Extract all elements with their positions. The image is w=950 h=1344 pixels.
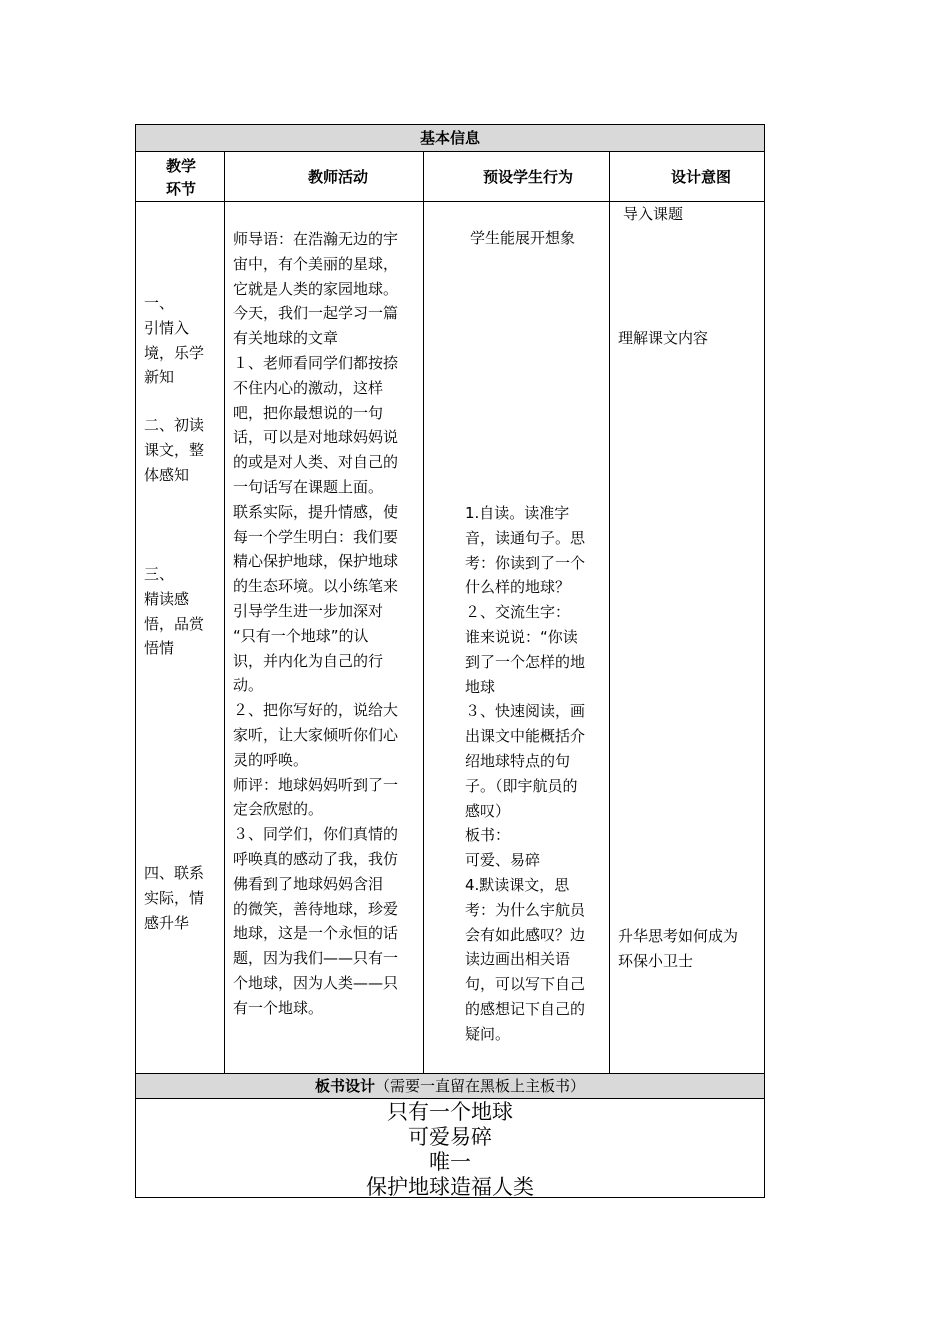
header-teacher-activity: 教师活动	[308, 168, 369, 186]
student-behavior-text: 1.自读。读准字 音，读通句子。思 考：你读到了一个 什么样的地球？ ２、交流生字： 谁来说说：“你读 到了一个怎样的地 地球 ３、快速阅读，画 出课文中能概括介 绍地球特点的句 子。（即宇航员的 感叹） 板书： 可爱、易碎 4.默读课文，思 考：为什么宇航员 会有如此感叹？边 读边画出相关语 句，可以写下自己 的感想记下自己的 疑问。	[465, 504, 586, 1043]
stage-3: 三、 精读感 悟，品赏 悟情	[144, 565, 205, 658]
board-design-band	[136, 1074, 764, 1098]
lesson-plan-table	[135, 124, 765, 1198]
column-divider	[423, 151, 424, 1073]
board-design-title: 板书设计	[314, 1077, 375, 1095]
student-intro-text: 学生能展开想象	[470, 229, 576, 247]
header-student-behavior: 预设学生行为	[483, 168, 574, 186]
column-divider	[224, 151, 225, 1073]
stage-2: 二、初读 课文，整 体感知	[144, 416, 205, 484]
board-content: 只有一个地球 可爱易碎 唯一 保护地球造福人类	[366, 1100, 534, 1199]
column-divider	[609, 151, 610, 1073]
table-title-band	[136, 125, 764, 151]
stage-1: 一、 引情入 境，乐学 新知	[144, 294, 205, 387]
intent-2: 理解课文内容	[618, 329, 709, 347]
teacher-activity-text: 师导语：在浩瀚无边的宇 宙中，有个美丽的星球， 它就是人类的家园地球。 今天，我们一起学习一篇 有关地球的文章 １、老师看同学们都按捺 不住内心的激动，这样 吧，把你最想说的一句 话，可以是对地球妈妈说 的或是对人类、对自己的 一句话写在课题上面。 联系实际，提升情感，使 每一个学生明白：我们要 精心保护地球，保护地球 的生态环境。以小练笔来 引导学生进一步加深对 “只有一个地球”的认 识，并内化为自己的行 动。 ２、把你写好的，说给大 家听，让大家倾听你们心 灵的呼唤。 师评：地球妈妈听到了一 定会欣慰的。 ３、同学们，你们真情的 呼唤真的感动了我，我仿 佛看到了地球妈妈含泪 的微笑，善待地球，珍爱 地球，这是一个永恒的话 题，因为我们——只有一 个地球，因为人类——只 有一个地球。	[233, 230, 399, 1017]
intent-3: 升华思考如何成为 环保小卫士	[618, 927, 739, 970]
intent-1: 导入课题	[623, 205, 684, 223]
divider	[136, 1098, 764, 1099]
board-design-note: （需要一直留在黑板上主板书）	[375, 1077, 586, 1095]
header-design-intent: 设计意图	[671, 168, 732, 186]
table-title: 基本信息	[419, 129, 480, 147]
header-stage: 教学 环节	[166, 157, 197, 198]
stage-4: 四、联系 实际，情 感升华	[144, 864, 205, 932]
divider	[136, 151, 764, 152]
